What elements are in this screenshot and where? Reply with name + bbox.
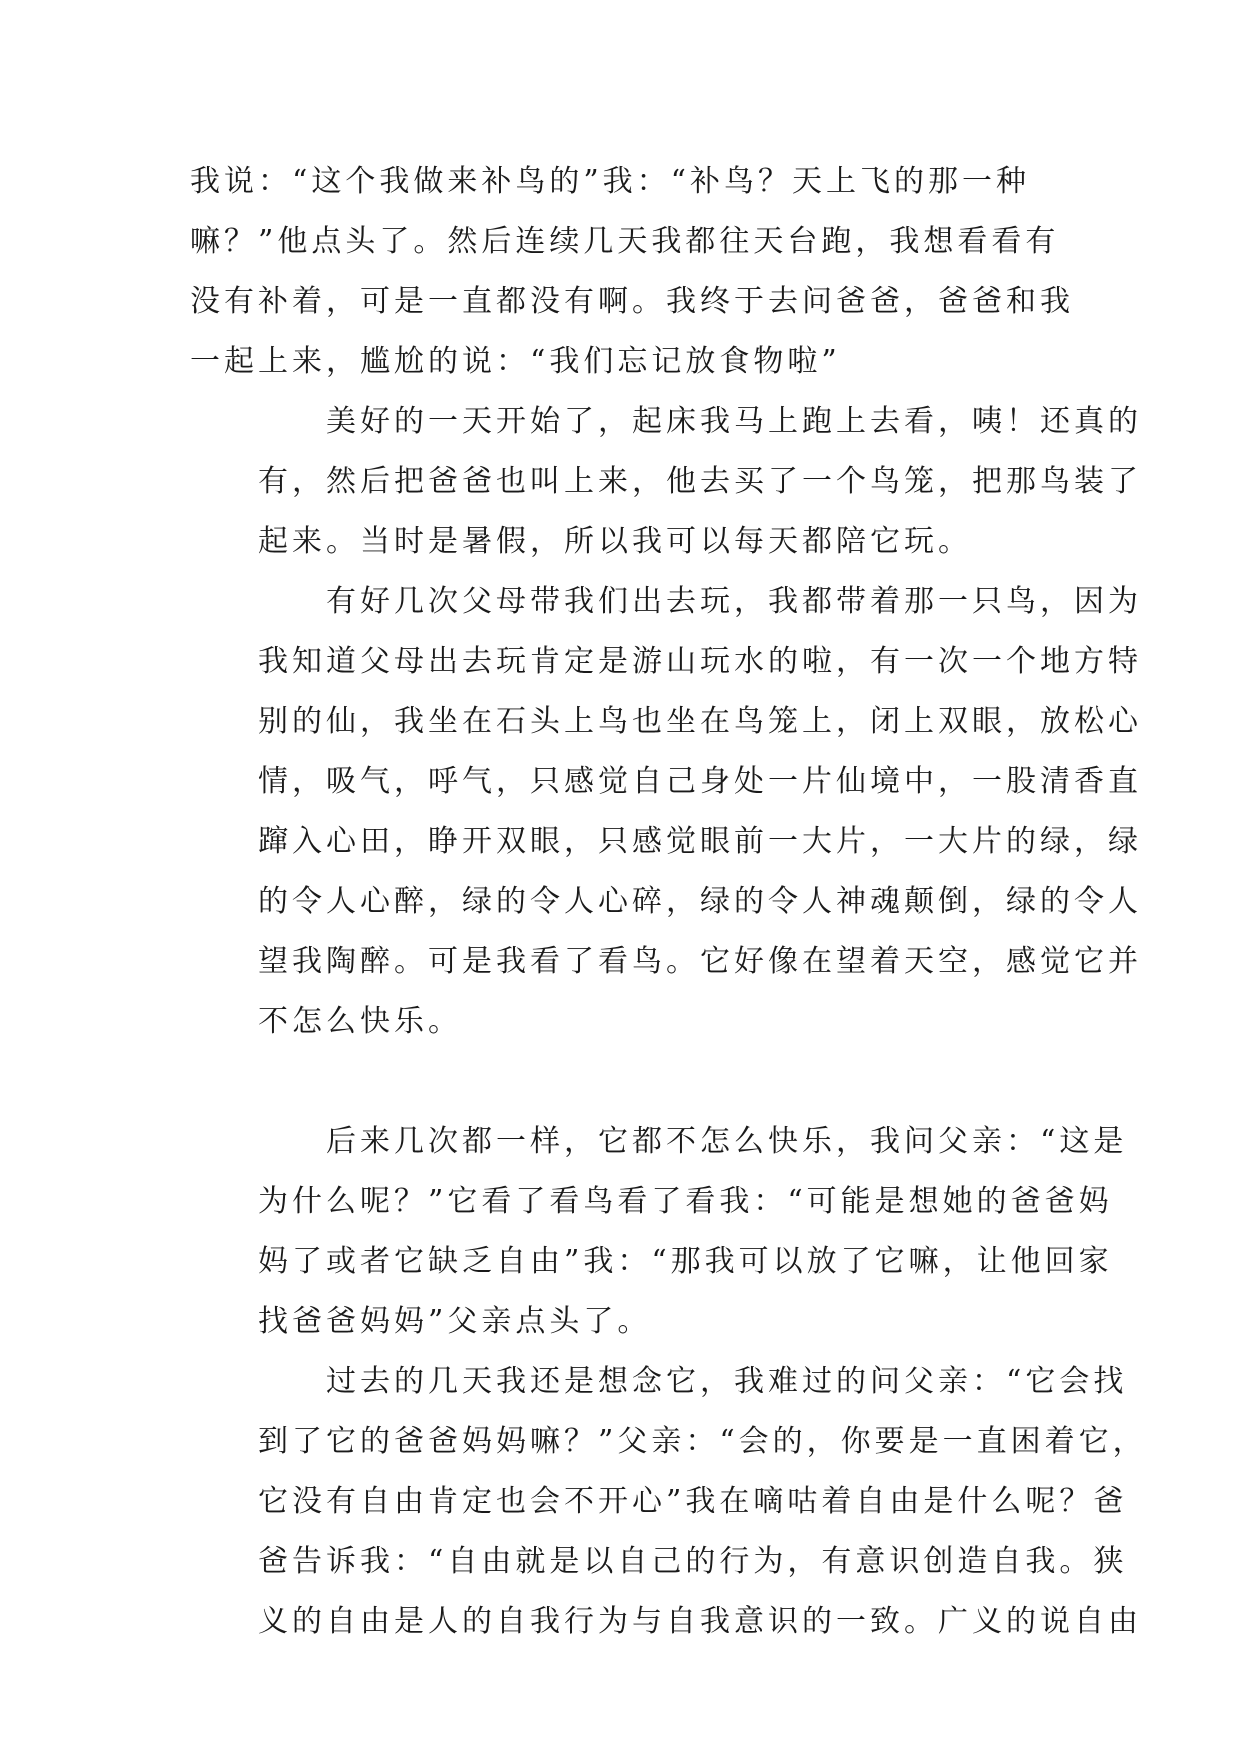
text-line: 我知道父母出去玩肯定是游山玩水的啦，有一次一个地方特 (258, 644, 1142, 679)
text-line: 不怎么快乐。 (258, 1004, 462, 1039)
document-body (190, 152, 1147, 1652)
text-line: 望我陶醉。可是我看了看鸟。它好像在望着天空，感觉它并 (258, 944, 1142, 979)
text-line: 我说：“这个我做来补鸟的”我：“补鸟？天上飞的那一种 (190, 164, 1031, 199)
text-line: 有，然后把爸爸也叫上来，他去买了一个鸟笼，把那鸟装了 (258, 464, 1142, 499)
text-line: 别的仙，我坐在石头上鸟也坐在鸟笼上，闭上双眼，放松心 (258, 704, 1142, 739)
text-line: 它没有自由肯定也会不开心”我在嘀咕着自由是什么呢？爸 (258, 1484, 1128, 1519)
text-line: 有好几次父母带我们出去玩，我都带着那一只鸟，因为 (326, 584, 1142, 619)
text-line: 嘛？”他点头了。然后连续几天我都往天台跑，我想看看有 (190, 224, 1060, 259)
text-line: 起来。当时是暑假，所以我可以每天都陪它玩。 (258, 524, 972, 559)
paragraph-4 (190, 1112, 1128, 1352)
paragraph-3 (190, 572, 1142, 1112)
text-line: 蹿入心田，睁开双眼，只感觉眼前一大片，一大片的绿，绿 (258, 824, 1142, 859)
text-line: 找爸爸妈妈”父亲点头了。 (258, 1304, 652, 1339)
paragraph-5 (190, 1352, 1147, 1652)
text-line: 一起上来，尴尬的说：“我们忘记放食物啦” (190, 344, 841, 379)
text-line: 后来几次都一样，它都不怎么快乐，我问父亲：“这是 (326, 1124, 1128, 1159)
text-line: 过去的几天我还是想念它，我难过的问父亲：“它会找 (326, 1364, 1128, 1399)
text-line (190, 1052, 1052, 1112)
text-line: 美好的一天开始了，起床我马上跑上去看，咦！还真的 (326, 404, 1142, 439)
text-line: 没有补着，可是一直都没有啊。我终于去问爸爸，爸爸和我 (190, 284, 1074, 319)
text-line: 为什么呢？”它看了看鸟看了看我：“可能是想她的爸爸妈 (258, 1184, 1113, 1219)
text-line: 的令人心醉，绿的令人心碎，绿的令人神魂颠倒，绿的令人 (258, 884, 1142, 919)
text-line: 情，吸气，呼气，只感觉自己身处一片仙境中，一股清香直 (258, 764, 1142, 799)
paragraph-1 (190, 152, 1074, 392)
text-line: 爸告诉我：“自由就是以自己的行为，有意识创造自我。狭 (258, 1544, 1128, 1579)
text-line: 到了它的爸爸妈妈嘛？”父亲：“会的，你要是一直困着它， (258, 1424, 1147, 1459)
paragraph-2 (190, 392, 1142, 572)
text-line: 妈了或者它缺乏自由”我：“那我可以放了它嘛，让他回家 (258, 1244, 1113, 1279)
text-line: 义的自由是人的自我行为与自我意识的一致。广义的说自由 (258, 1604, 1142, 1639)
